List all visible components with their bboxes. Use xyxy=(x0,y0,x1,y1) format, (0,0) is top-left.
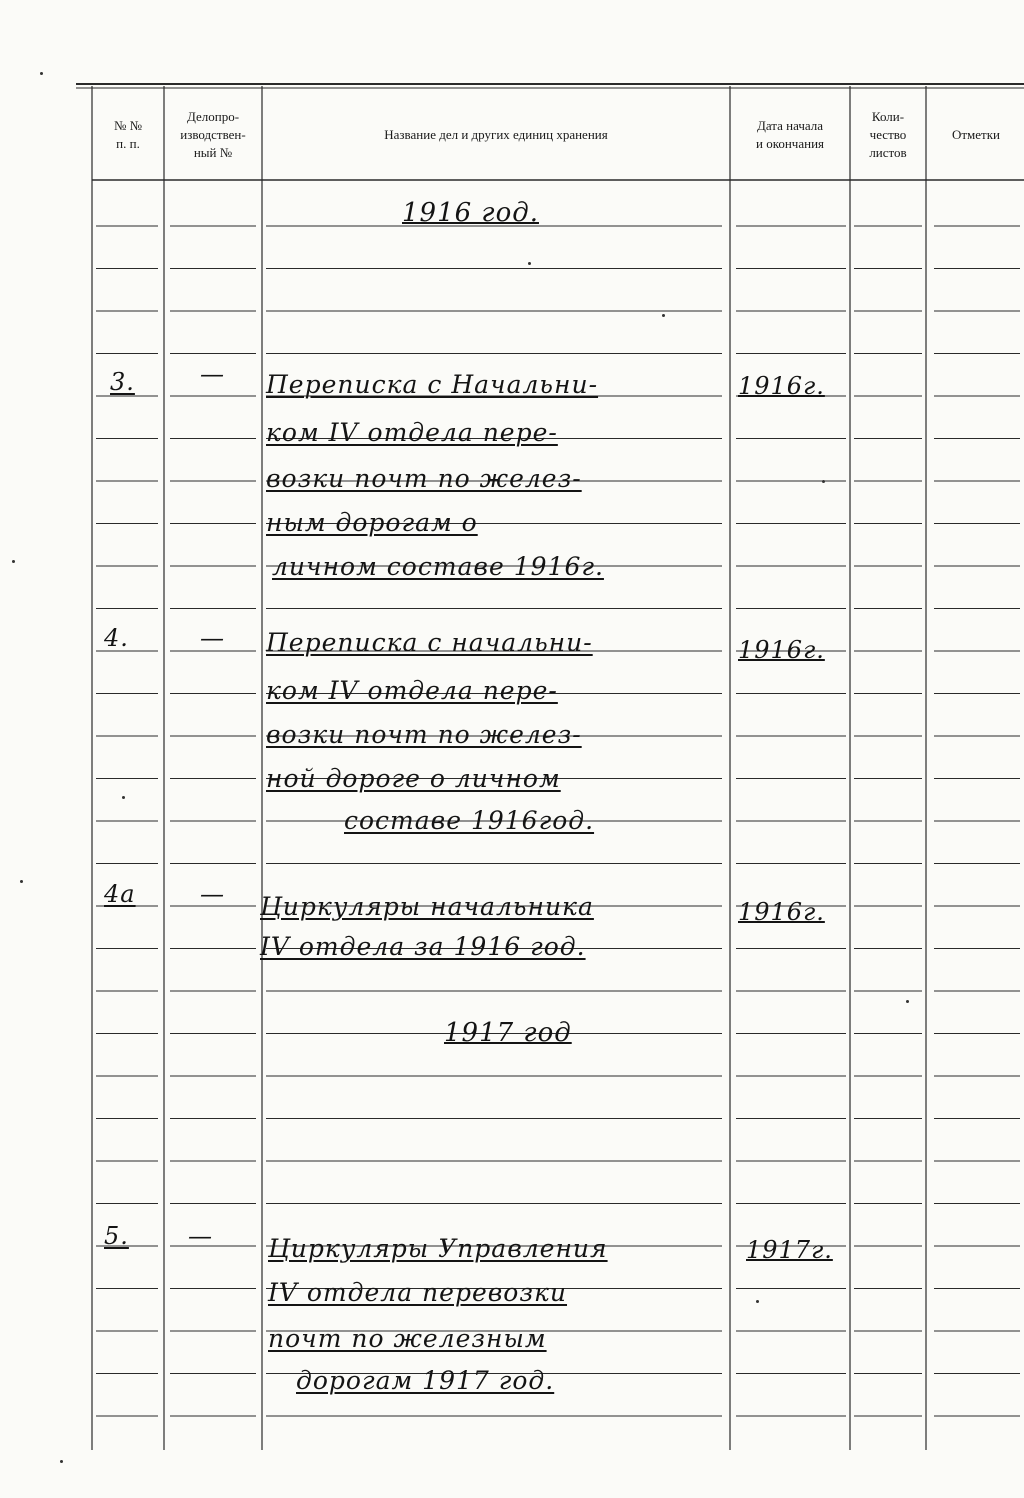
entry-title-line: возки почт по желез- xyxy=(266,720,582,749)
office-number: — xyxy=(200,624,225,652)
scan-speck xyxy=(20,880,23,883)
entry-number: 5. xyxy=(104,1222,129,1250)
header-title: Название дел и других единиц хранения xyxy=(384,127,608,142)
scan-speck xyxy=(12,560,15,563)
office-number: — xyxy=(200,880,225,908)
scan-speck xyxy=(906,1000,909,1003)
entry-title-line: ком IV отдела пере- xyxy=(266,676,558,705)
header-sheets: Коли- чество листов xyxy=(869,109,907,160)
entry-title-line: почт по железным xyxy=(268,1324,547,1353)
entry-title-line: Циркуляры начальника xyxy=(260,892,594,921)
scan-speck xyxy=(40,72,43,75)
entry-date: 1916г. xyxy=(738,372,825,400)
scan-speck xyxy=(528,262,531,265)
entry-title-line: возки почт по желез- xyxy=(266,464,582,493)
header-dates: Дата начала и окончания xyxy=(755,118,825,151)
year-heading-1917: 1917 год xyxy=(444,1018,572,1048)
entry-title-line: IV отдела перевозки xyxy=(268,1278,568,1307)
entry-date: 1916г. xyxy=(738,636,825,664)
year-heading-1916: 1916 год. xyxy=(402,198,539,228)
entry-title-line: Переписка с Начальни- xyxy=(266,370,599,399)
entry-number: 4. xyxy=(104,624,129,652)
entry-date: 1917г. xyxy=(746,1236,833,1264)
scan-speck xyxy=(122,796,125,799)
entry-title-line: Переписка с начальни- xyxy=(266,628,593,657)
scan-speck xyxy=(822,480,825,483)
office-number: — xyxy=(188,1222,213,1250)
entry-date: 1916г. xyxy=(738,898,825,926)
entry-title-line: дорогам 1917 год. xyxy=(296,1366,555,1395)
scan-speck xyxy=(756,1300,759,1303)
entry-title-line: ной дороге о личном xyxy=(266,764,561,793)
entry-title-line: ным дорогам о xyxy=(266,508,478,537)
entry-title-line: ком IV отдела пере- xyxy=(266,418,558,447)
office-number: — xyxy=(200,360,225,388)
entry-number: 3. xyxy=(110,368,135,396)
header-office-num: Делопро- изводствен- ный № xyxy=(180,109,246,160)
scan-speck xyxy=(662,314,665,317)
entry-title-line: личном составе 1916г. xyxy=(272,552,604,581)
header-notes: Отметки xyxy=(951,127,1001,142)
entry-title-line: IV отдела за 1916 год. xyxy=(260,932,586,961)
entry-title-line: Циркуляры Управления xyxy=(268,1234,608,1263)
entry-number: 4а xyxy=(104,880,136,908)
scan-speck xyxy=(60,1460,63,1463)
entry-title-line: составе 1916год. xyxy=(344,806,595,835)
header-num: № № п. п. xyxy=(113,118,143,151)
